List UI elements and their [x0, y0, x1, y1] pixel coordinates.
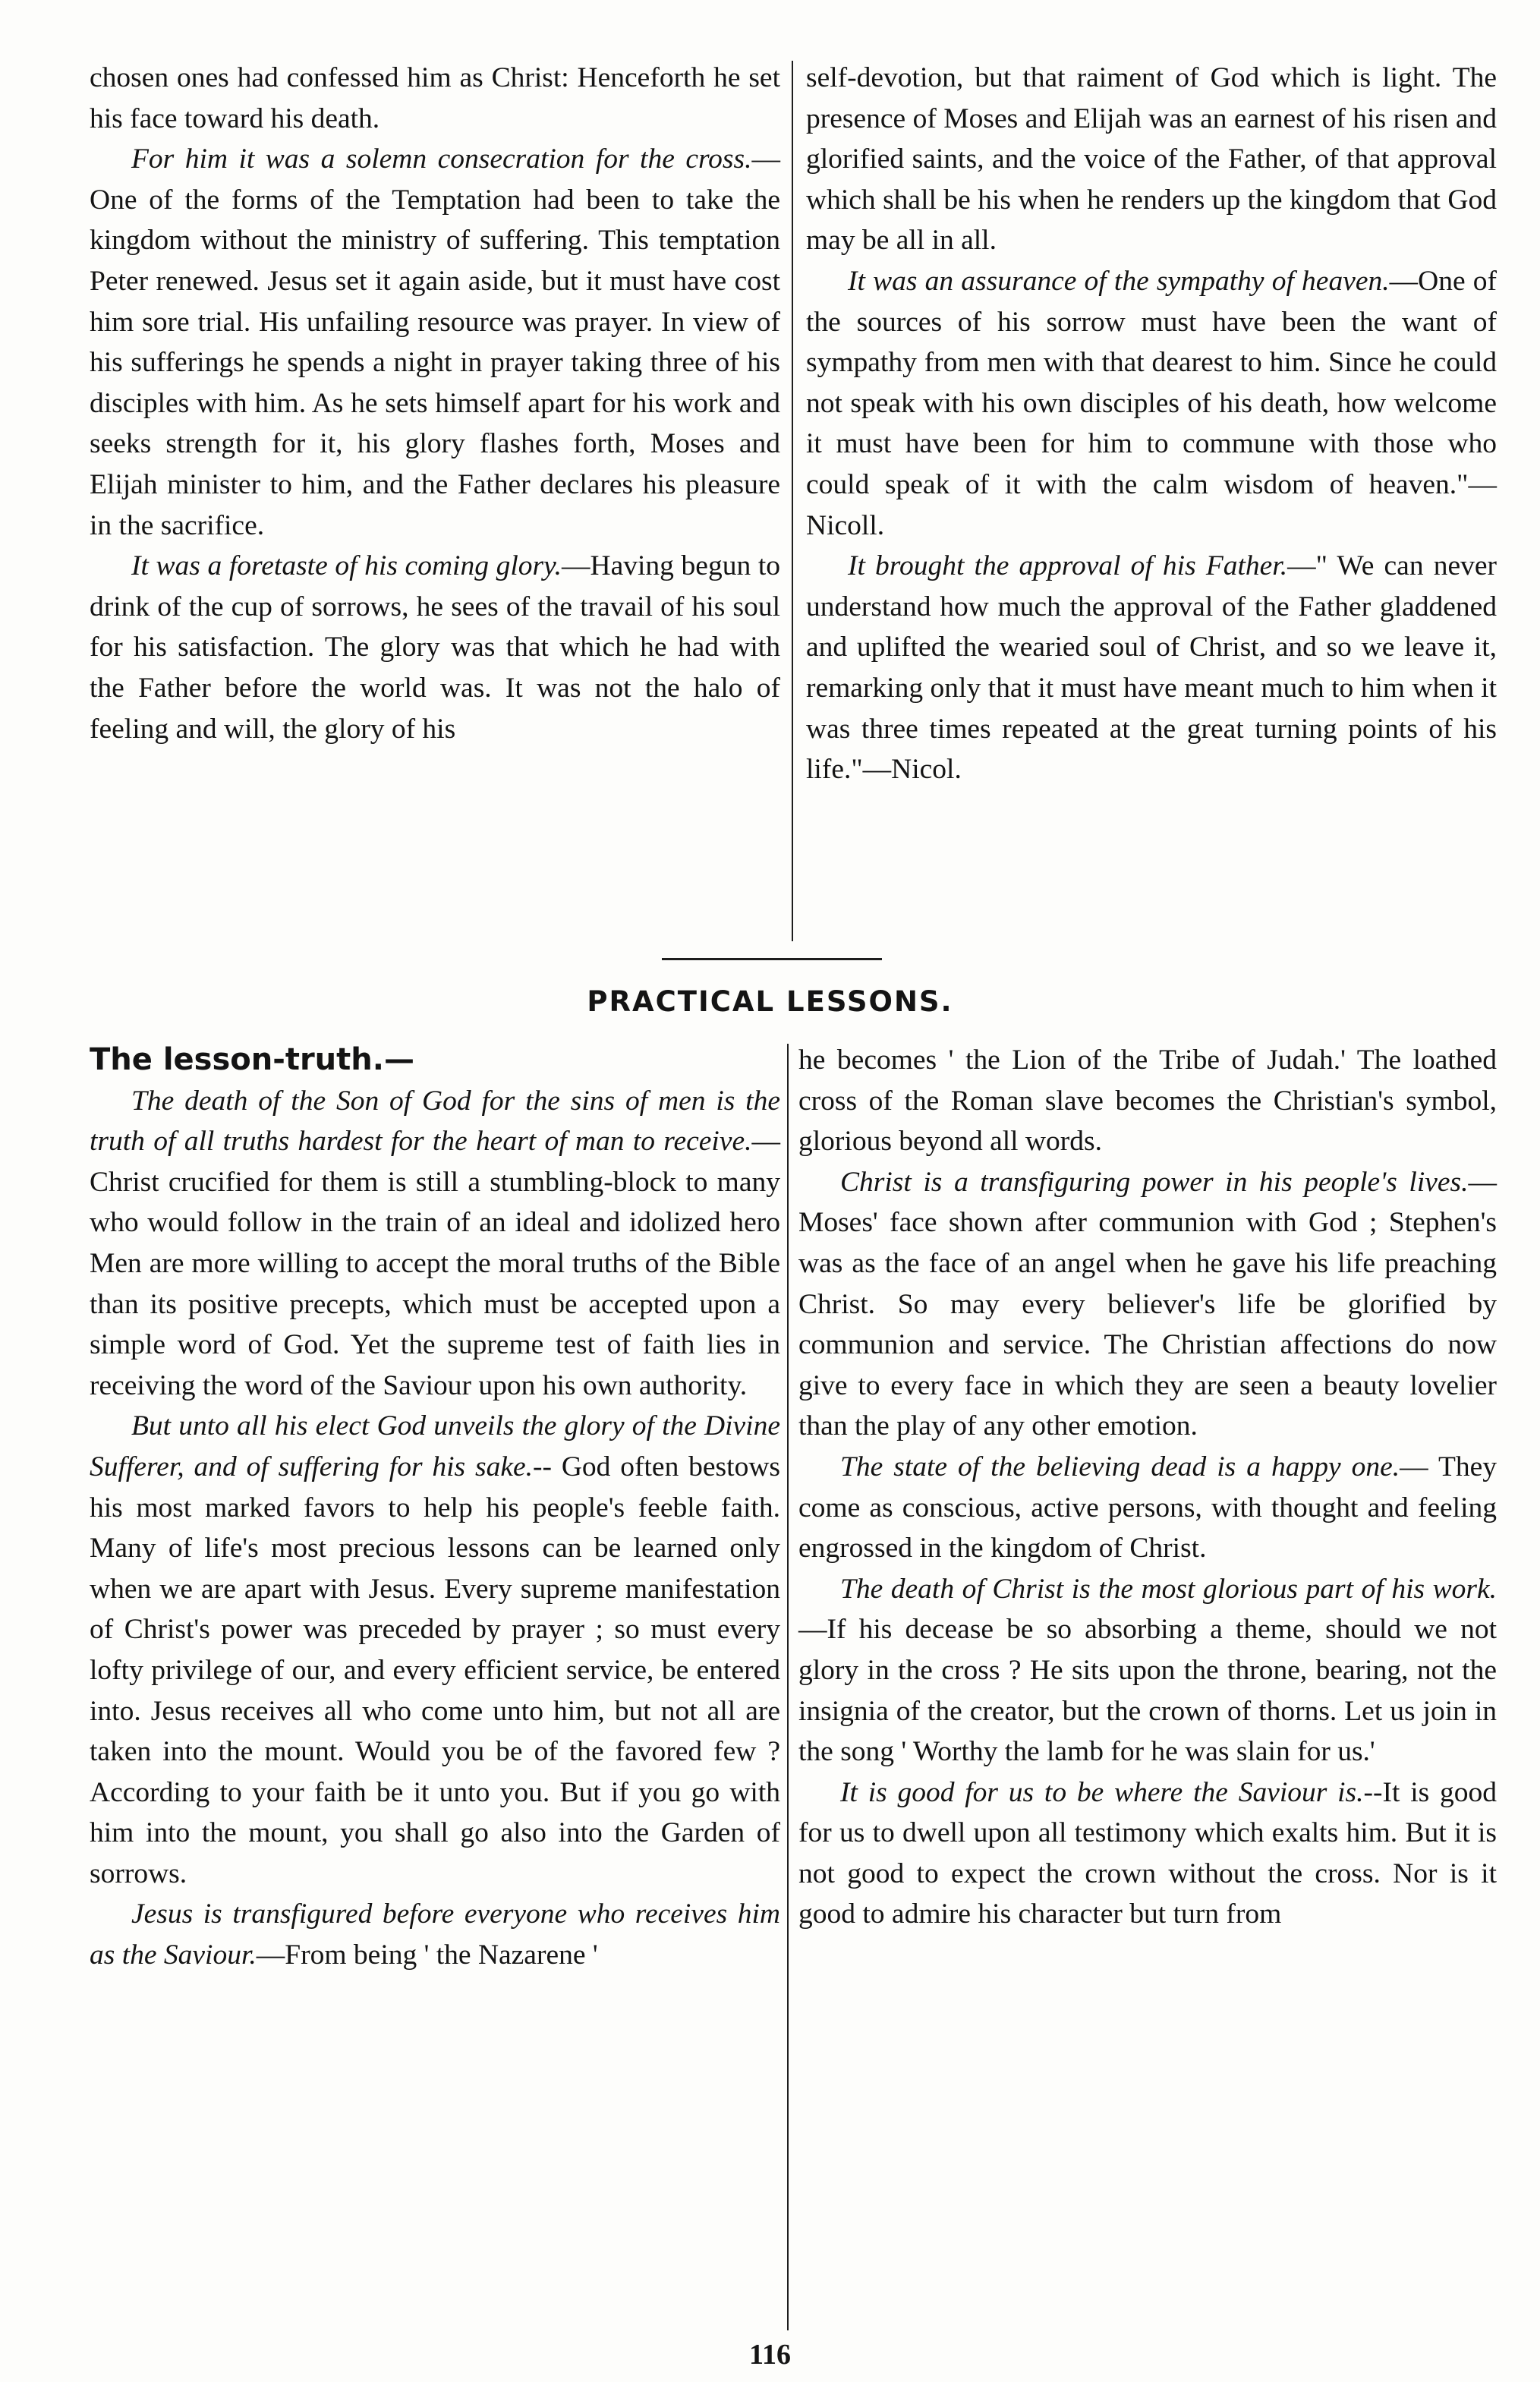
paragraph — [798, 1569, 1497, 1772]
paragraph-lead: The death of the Son of God for the sins of men is the truth of all truths hardest for the heart of man to receive. — [90, 1085, 780, 1158]
paragraph-lead: It was a foretaste of his coming glory. — [131, 550, 562, 582]
paragraph-lead: But unto all his elect God unveils the glory of the Divine Sufferer, and of suffering for his sake. — [90, 1410, 780, 1482]
paragraph — [798, 1772, 1497, 1935]
top-left-column — [90, 58, 780, 749]
paragraph — [806, 546, 1497, 790]
paragraph: self-devotion, but that raiment of God which is light. The presence of Moses and Elijah was an earnest of his risen and glorified saints, and the voice of the Father, of that approval which shall be his when he renders up the kingdom that God may be all in all. — [806, 62, 1497, 257]
column-divider — [792, 61, 793, 941]
paragraph: chosen ones had confessed him as Christ: Henceforth he set his face toward his death. — [90, 62, 780, 134]
paragraph-body: --It is good for us to dwell upon all testimony which exalts him. But it is not good to expect the crown without the cross. Nor is it good to admire his character but turn from — [798, 1776, 1497, 1930]
paragraph-body: —If his decease be so absorbing a theme, should we not glory in the cross ? He sits upon the throne, bearing, not the insignia of the creator, but the crown of thorns. Let us join in the song ' Worthy the lamb for he was slain for us.' — [798, 1614, 1497, 1768]
section-heading: PRACTICAL LESSONS. — [587, 985, 953, 1018]
paragraph-lead: It brought the approval of his Father. — [848, 550, 1288, 582]
paragraph-body: -- God often bestows his most marked favors to help his people's feeble faith. Many of life's most precious lessons can be learned only when we are apart with Jesus. Every supreme manifestation of Christ's power was preceded by prayer ; so must every lofty privilege of our, and every efficient service, be entered into. Jesus receives all who come unto him, but not all are taken into the mount. Would you be of the favored few ? According to your faith be it unto you. But if you go with him into the mount, you shall go also into the Garden of sorrows. — [90, 1451, 780, 1889]
paragraph-lead: For him it was a solemn consecration for the cross. — [131, 143, 752, 175]
paragraph: he becomes ' the Lion of the Tribe of Judah.' The loathed cross of the Roman slave becomes the Christian's symbol, glorious beyond all words. — [798, 1044, 1497, 1158]
paragraph-lead: It is good for us to be where the Saviour is. — [840, 1776, 1364, 1808]
paragraph — [90, 1406, 780, 1894]
paragraph-lead: Jesus is transfigured before everyone who receives him as the Saviour. — [90, 1898, 780, 1971]
paragraph-body: —From being ' the Nazarene ' — [256, 1939, 598, 1971]
paragraph — [90, 1081, 780, 1407]
paragraph — [798, 1162, 1497, 1447]
subheading: The lesson-truth.— — [90, 1042, 414, 1077]
paragraph-lead: Christ is a transfiguring power in his people's lives. — [840, 1166, 1469, 1198]
paragraph-body: — They come as conscious, active persons, with thought and feeling engrossed in the kingdom of Christ. — [798, 1451, 1497, 1564]
section-separator — [662, 958, 882, 960]
column-divider — [787, 1044, 789, 2330]
paragraph-body: —" We can never understand how much the approval of the Father gladdened and uplifted the wearied soul of Christ, and so we leave it, remarking only that it must have meant much to him when it was three times repeated at the great turning points of his life."—Nicol. — [806, 550, 1497, 786]
bottom-right-column — [798, 1040, 1497, 1935]
paragraph-body: —Moses' face shown after communion with God ; Stephen's was as the face of an angel when he gave his life preaching Christ. So may every believer's life be glorified by communion and service. The Christian affections do now give to every face in which they are seen a beauty lovelier than the play of any other emotion. — [798, 1166, 1497, 1442]
bottom-left-column — [90, 1040, 780, 1976]
page-number: 116 — [749, 2339, 791, 2371]
paragraph-lead: It was an assurance of the sympathy of heaven. — [848, 265, 1390, 297]
paragraph-lead: The death of Christ is the most glorious part of his work. — [840, 1573, 1497, 1605]
paragraph-body: —One of the forms of the Temptation had been to take the kingdom without the ministry of suffering. This temptation Peter renewed. Jesus set it again aside, but it must have cost him sore trial. His unfailing resource was prayer. In view of his sufferings he spends a night in prayer taking three of his disciples with him. As he sets himself apart for his work and seeks strength for it, his glory flashes forth, Moses and Elijah minister to him, and the Father declares his pleasure in the sacrifice. — [90, 143, 780, 541]
paragraph-lead: The state of the believing dead is a happy one. — [840, 1451, 1400, 1482]
paragraph — [90, 139, 780, 546]
paragraph-body: —Having begun to drink of the cup of sorrows, he sees of the travail of his soul for his satisfaction. The glory was that which he had with the Father before the world was. It was not the halo of feeling and will, the glory of his — [90, 550, 780, 745]
paragraph-body: —Christ crucified for them is still a stumbling-block to many who would follow in the train of an ideal and idolized hero Men are more willing to accept the moral truths of the Bible than its positive precepts, which must be accepted upon a simple word of God. Yet the supreme test of faith lies in receiving the word of the Saviour upon his own authority. — [90, 1126, 780, 1401]
paragraph — [90, 546, 780, 749]
top-right-column — [806, 58, 1497, 790]
paragraph-body: —One of the sources of his sorrow must have been the want of sympathy from men with that dearest to him. Since he could not speak with his own disciples of his death, how welcome it must have been for him to commune with those who could speak of it with the calm wisdom of heaven."—Nicoll. — [806, 265, 1497, 541]
paragraph — [806, 261, 1497, 546]
paragraph — [90, 1894, 780, 1975]
paragraph — [798, 1447, 1497, 1569]
